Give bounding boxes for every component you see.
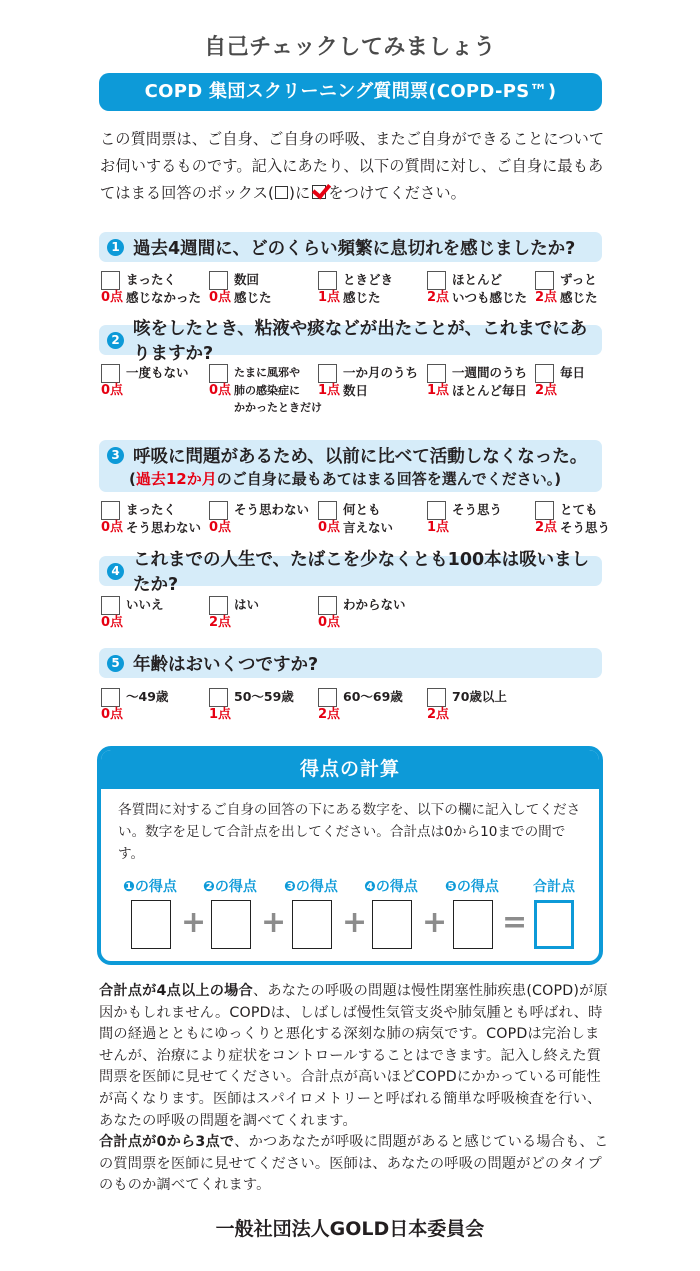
score-input-3[interactable] bbox=[292, 900, 332, 949]
score-instructions: 各質問に対するご自身の回答の下にある数字を、以下の欄に記入してください。数字を足して合計点を出してください。合計点は0から10までの間です。 bbox=[118, 802, 581, 862]
number-2-icon: 2 bbox=[107, 332, 124, 349]
checkbox[interactable] bbox=[318, 688, 337, 707]
question-3-subtext: (過去12か月のご自身に最もあてはまる回答を選んでください。) bbox=[129, 470, 562, 488]
intro-text: この質問票は、ご自身、ご自身の呼吸、またご自身ができることについてお伺いするものです。記入にあたり、以下の質問に対し、ご自身に最もあてはまる回答のボックス( )に をつけてください。 bbox=[100, 130, 605, 202]
question-4-header bbox=[99, 550, 602, 595]
question-2-header bbox=[99, 319, 602, 364]
checkbox[interactable] bbox=[318, 364, 337, 383]
checkbox[interactable] bbox=[209, 688, 228, 707]
number-3-icon: 3 bbox=[107, 447, 124, 464]
number-4-icon: 4 bbox=[107, 563, 124, 580]
score-input-2[interactable] bbox=[211, 900, 251, 949]
checkbox[interactable] bbox=[427, 501, 446, 520]
number-5-icon: 5 bbox=[107, 655, 124, 672]
checkbox[interactable] bbox=[427, 688, 446, 707]
plus-sign: + bbox=[181, 905, 207, 940]
empty-box-icon bbox=[275, 186, 288, 199]
checkbox[interactable] bbox=[209, 501, 228, 520]
score-label-3: ❸の得点 bbox=[284, 879, 338, 895]
score-label-4: ❹の得点 bbox=[364, 879, 418, 895]
score-label-1: ❶の得点 bbox=[123, 879, 177, 895]
checkbox[interactable] bbox=[535, 501, 554, 520]
checkbox[interactable] bbox=[101, 688, 120, 707]
number-1-icon: 1 bbox=[107, 239, 124, 256]
checkbox[interactable] bbox=[535, 271, 554, 290]
score-input-4[interactable] bbox=[372, 900, 412, 949]
score-label-total: 合計点 bbox=[533, 879, 575, 895]
checkbox[interactable] bbox=[427, 364, 446, 383]
page-title: 自己チェックしてみましょう bbox=[204, 35, 496, 60]
question-3-header bbox=[99, 440, 602, 492]
question-2-text: 咳をしたとき、粘液や痰などが出たことが、これまでにありますか? bbox=[133, 319, 588, 364]
question-1-text: 過去4週間に、どのくらい頻繁に息切れを感じましたか? bbox=[133, 238, 576, 259]
question-4-text: これまでの人生で、たばこを少なくとも100本は吸いましたか? bbox=[133, 550, 590, 595]
checkbox[interactable] bbox=[101, 364, 120, 383]
score-calculation-panel bbox=[97, 746, 603, 965]
checkbox[interactable] bbox=[209, 271, 228, 290]
questionnaire-banner: COPD 集団スクリーニング質問票(COPD-PS™) bbox=[99, 73, 602, 111]
checkbox[interactable] bbox=[535, 364, 554, 383]
checkbox[interactable] bbox=[209, 364, 228, 383]
equals-sign: = bbox=[502, 905, 528, 940]
score-label-2: ❷の得点 bbox=[203, 879, 257, 895]
plus-sign: + bbox=[261, 905, 287, 940]
question-5-header bbox=[99, 648, 602, 678]
question-1-header bbox=[99, 232, 602, 262]
checkbox[interactable] bbox=[318, 596, 337, 615]
checkbox[interactable] bbox=[318, 271, 337, 290]
score-input-1[interactable] bbox=[131, 900, 171, 949]
score-calculation-heading: 得点の計算 bbox=[101, 750, 599, 789]
checkbox[interactable] bbox=[101, 501, 120, 520]
result-paragraph-high: 合計点が4点以上の場合、あなたの呼吸の問題は慢性閉塞性肺疾患(COPD)が原因かもしれません。COPDは、しばしば慢性気管支炎や肺気腫とも呼ばれ、時間の経過とともにゆっくりと悪化する深刻な肺の病気です。COPDは完治しませんが、治療により症状をコントロールすることはできます。記入し終えた質問票を医師に見せてください。合計点が高いほどCOPDにかかっている可能性が高くなります。医師はスパイロメトリーと呼ばれる簡単な呼吸検査を行い、あなたの呼吸の問題を調べてくれます。 bbox=[99, 983, 608, 1129]
score-input-total[interactable] bbox=[534, 900, 574, 949]
score-label-5: ❺の得点 bbox=[445, 879, 499, 895]
score-input-5[interactable] bbox=[453, 900, 493, 949]
organization-name: 一般社団法人GOLD日本委員会 bbox=[215, 1218, 485, 1240]
question-3-text: 呼吸に問題があるため、以前に比べて活動しなくなった。 bbox=[133, 447, 588, 467]
question-5-text: 年齢はおいくつですか? bbox=[133, 654, 319, 675]
plus-sign: + bbox=[422, 905, 448, 940]
checkbox[interactable] bbox=[427, 271, 446, 290]
checkbox[interactable] bbox=[209, 596, 228, 615]
checkbox[interactable] bbox=[101, 596, 120, 615]
plus-sign: + bbox=[342, 905, 368, 940]
result-explanation bbox=[99, 981, 609, 1197]
checkbox[interactable] bbox=[101, 271, 120, 290]
result-paragraph-low: 合計点が0から3点で、かつあなたが呼吸に問題があると感じている場合も、この質問票を医師に見せてください。医師は、あなたの呼吸の問題がどのタイプのものか調べてくれます。 bbox=[99, 1134, 609, 1194]
checkmark-icon bbox=[312, 185, 326, 199]
checkbox[interactable] bbox=[318, 501, 337, 520]
